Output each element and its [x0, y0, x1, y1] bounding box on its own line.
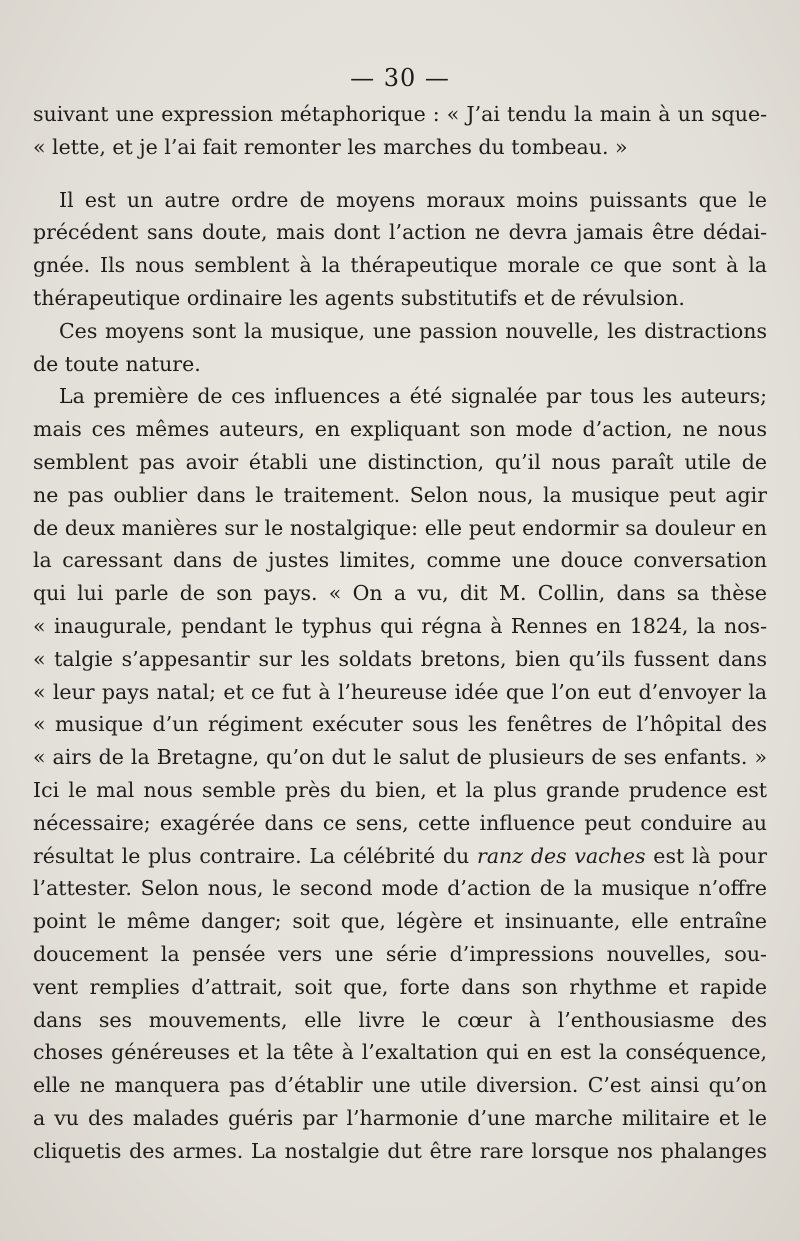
text-line: résultat le plus contraire. La célébrité du ranz des vaches est là pour — [33, 843, 767, 868]
text-line: l’attester. Selon nous, le second mode d’action de la musique n’offre — [33, 876, 767, 901]
text-line: elle ne manquera pas d’établir une utile diversion. C’est ainsi qu’on — [33, 1073, 767, 1098]
text-line: nécessaire; exagérée dans ce sens, cette influence peut conduire au — [33, 810, 767, 835]
text-line: semblent pas avoir établi une distinction, qu’il nous paraît utile de — [33, 449, 767, 474]
text-line: La première de ces influences a été signalée par tous les auteurs; — [59, 384, 767, 409]
text-line: « lette, et je l’ai fait remonter les marches du tombeau. » — [33, 134, 628, 159]
text-line: de toute nature. — [33, 351, 201, 376]
text-line: vent remplies d’attrait, soit que, forte dans son rhythme et rapide — [33, 974, 767, 999]
text-line: Ces moyens sont la musique, une passion nouvelle, les distractions — [59, 318, 767, 343]
text-line: « inaugurale, pendant le typhus qui régna à Rennes en 1824, la nos- — [33, 613, 767, 638]
text-line: la caressant dans de justes limites, comme une douce conversation — [33, 548, 767, 573]
paragraph-gap — [33, 164, 767, 184]
text-line: point le même danger; soit que, légère et insinuante, elle entraîne — [33, 909, 767, 934]
text-line: Ici le mal nous semble près du bien, et la plus grande prudence est — [33, 777, 767, 802]
page-number: — 30 — — [350, 64, 450, 92]
italic-phrase: ranz des vaches — [477, 843, 646, 868]
text-line: doucement la pensée vers une série d’impressions nouvelles, sou- — [33, 941, 767, 966]
text-line: cliquetis des armes. La nostalgie dut être rare lorsque nos phalanges — [33, 1138, 767, 1163]
text-line: qui lui parle de son pays. « On a vu, dit M. Collin, dans sa thèse — [33, 581, 767, 606]
text-line: gnée. Ils nous semblent à la thérapeutique morale ce que sont à la — [33, 253, 767, 278]
text-line: « musique d’un régiment exécuter sous les fenêtres de l’hôpital des — [33, 712, 767, 737]
text-line: de deux manières sur le nostalgique: elle peut endormir sa douleur en — [33, 515, 767, 540]
body-text — [33, 98, 767, 1168]
text-line: a vu des malades guéris par l’harmonie d’une marche militaire et le — [33, 1105, 767, 1130]
text-line: dans ses mouvements, elle livre le cœur à l’enthousiasme des — [33, 1007, 767, 1032]
text-line: thérapeutique ordinaire les agents substitutifs et de révulsion. — [33, 285, 685, 310]
text-line: suivant une expression métaphorique : « J’ai tendu la main à un sque- — [33, 102, 767, 126]
text-line: « talgie s’appesantir sur les soldats bretons, bien qu’ils fussent dans — [33, 646, 767, 671]
text-line: « airs de la Bretagne, qu’on dut le salut de plusieurs de ses enfants. » — [33, 745, 767, 770]
text-line: « leur pays natal; et ce fut à l’heureuse idée que l’on eut d’envoyer la — [33, 679, 767, 704]
text-line: précédent sans doute, mais dont l’action ne devra jamais être dédai- — [33, 220, 767, 245]
text-line: Il est un autre ordre de moyens moraux moins puissants que le — [59, 187, 767, 212]
text-line: ne pas oublier dans le traitement. Selon nous, la musique peut agir — [33, 482, 767, 507]
text-line: choses généreuses et la tête à l’exaltation qui en est la conséquence, — [33, 1040, 767, 1065]
text-line: mais ces mêmes auteurs, en expliquant son mode d’action, ne nous — [33, 417, 767, 442]
